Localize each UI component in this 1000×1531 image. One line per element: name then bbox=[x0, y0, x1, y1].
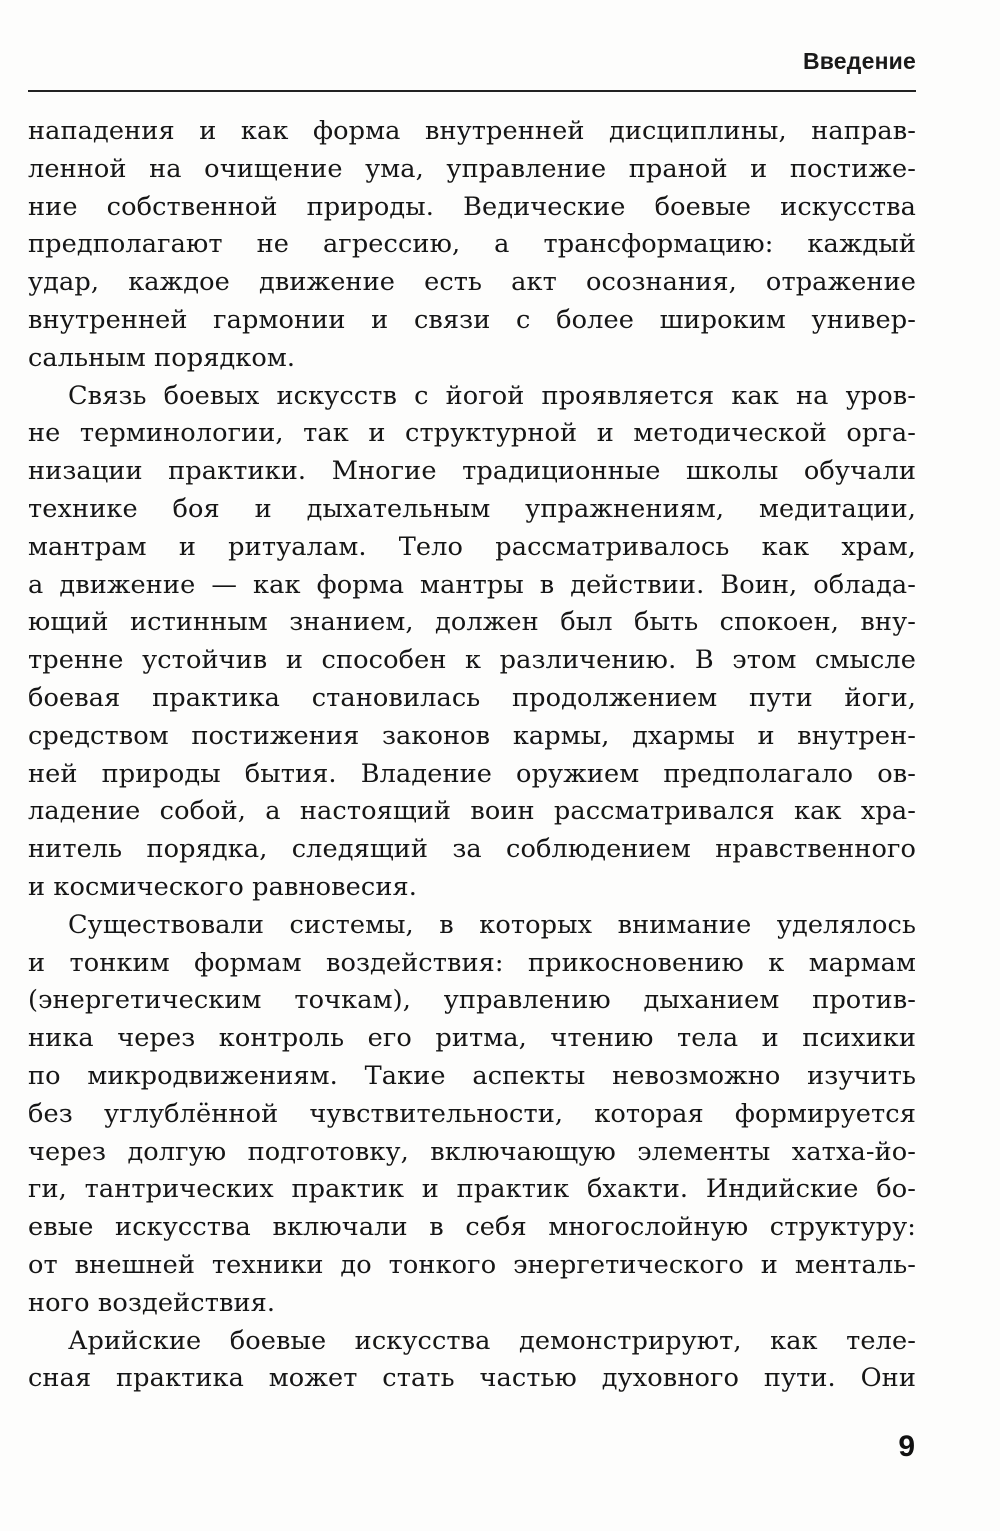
text-line: ние собственной природы. Ведические боевые искусства bbox=[28, 191, 916, 222]
text-line: боевая практика становилась продолжением пути йоги, bbox=[28, 682, 916, 713]
text-line: тренне устойчив и способен к различению. В этом смысле bbox=[28, 645, 916, 676]
header-rule bbox=[28, 90, 916, 92]
text-line: Существовали системы, в которых внимание уделялось bbox=[68, 909, 916, 940]
text-line: ней природы бытия. Владение оружием предполагало ов- bbox=[28, 758, 916, 789]
text-line: нападения и как форма внутренней дисциплины, направ- bbox=[28, 116, 916, 146]
text-line: ющий истинным знанием, должен был быть спокоен, вну- bbox=[28, 607, 916, 638]
text-line: не терминологии, так и структурной и методической орга- bbox=[28, 418, 916, 449]
body-text bbox=[28, 113, 916, 1398]
paragraph-1 bbox=[28, 113, 916, 378]
text-line: мантрам и ритуалам. Тело рассматривалось как храм, bbox=[28, 531, 916, 562]
text-line: предполагают не агрессию, а трансформацию: каждый bbox=[28, 229, 916, 260]
text-line: средством постижения законов кармы, дхармы и внутрен- bbox=[28, 720, 916, 751]
text-line: по микродвижениям. Такие аспекты невозможно изучить bbox=[28, 1060, 916, 1091]
text-line: через долгую подготовку, включающую элементы хатха-йо- bbox=[28, 1136, 916, 1167]
text-line: без углублённой чувствительности, которая формируется bbox=[28, 1098, 916, 1129]
text-line: ги, тантрических практик и практик бхакти. Индийские бо- bbox=[28, 1174, 916, 1205]
text-line: сальным порядком. bbox=[28, 342, 296, 373]
text-line: и космического равновесия. bbox=[28, 871, 418, 902]
text-line: удар, каждое движение есть акт осознания, отражение bbox=[28, 267, 916, 298]
text-line: ника через контроль его ритма, чтению тела и психики bbox=[28, 1023, 916, 1054]
text-line: ладение собой, а настоящий воин рассматривался как хра- bbox=[28, 796, 916, 827]
text-line: сная практика может стать частью духовного пути. Они bbox=[28, 1363, 916, 1394]
text-line: (энергетическим точкам), управлению дыханием против- bbox=[28, 985, 916, 1016]
text-line: Связь боевых искусств с йогой проявляется как на уров- bbox=[68, 380, 916, 411]
text-line: от внешней техники до тонкого энергетического и менталь- bbox=[28, 1249, 916, 1280]
text-line: ного воздействия. bbox=[28, 1287, 276, 1318]
text-line: низации практики. Многие традиционные школы обучали bbox=[28, 456, 916, 487]
text-line: а движение — как форма мантры в действии. Воин, облада- bbox=[28, 569, 916, 600]
text-line: и тонким формам воздействия: прикосновению к мармам bbox=[28, 947, 916, 978]
paragraph-2 bbox=[28, 378, 916, 907]
text-line: евые искусства включали в себя многослойную структуру: bbox=[28, 1212, 916, 1243]
paragraph-4 bbox=[28, 1323, 916, 1399]
paragraph-3 bbox=[28, 907, 916, 1323]
text-line: технике боя и дыхательным упражнениям, медитации, bbox=[28, 493, 916, 524]
page-number: 9 bbox=[898, 1430, 915, 1463]
text-line: Арийские боевые искусства демонстрируют, как теле- bbox=[68, 1325, 916, 1356]
text-line: ленной на очищение ума, управление праной и постиже- bbox=[28, 153, 916, 184]
text-line: внутренней гармонии и связи с более широким универ- bbox=[28, 304, 916, 335]
running-head-section-title: Введение bbox=[802, 48, 916, 74]
text-line: нитель порядка, следящий за соблюдением нравственного bbox=[28, 834, 916, 865]
